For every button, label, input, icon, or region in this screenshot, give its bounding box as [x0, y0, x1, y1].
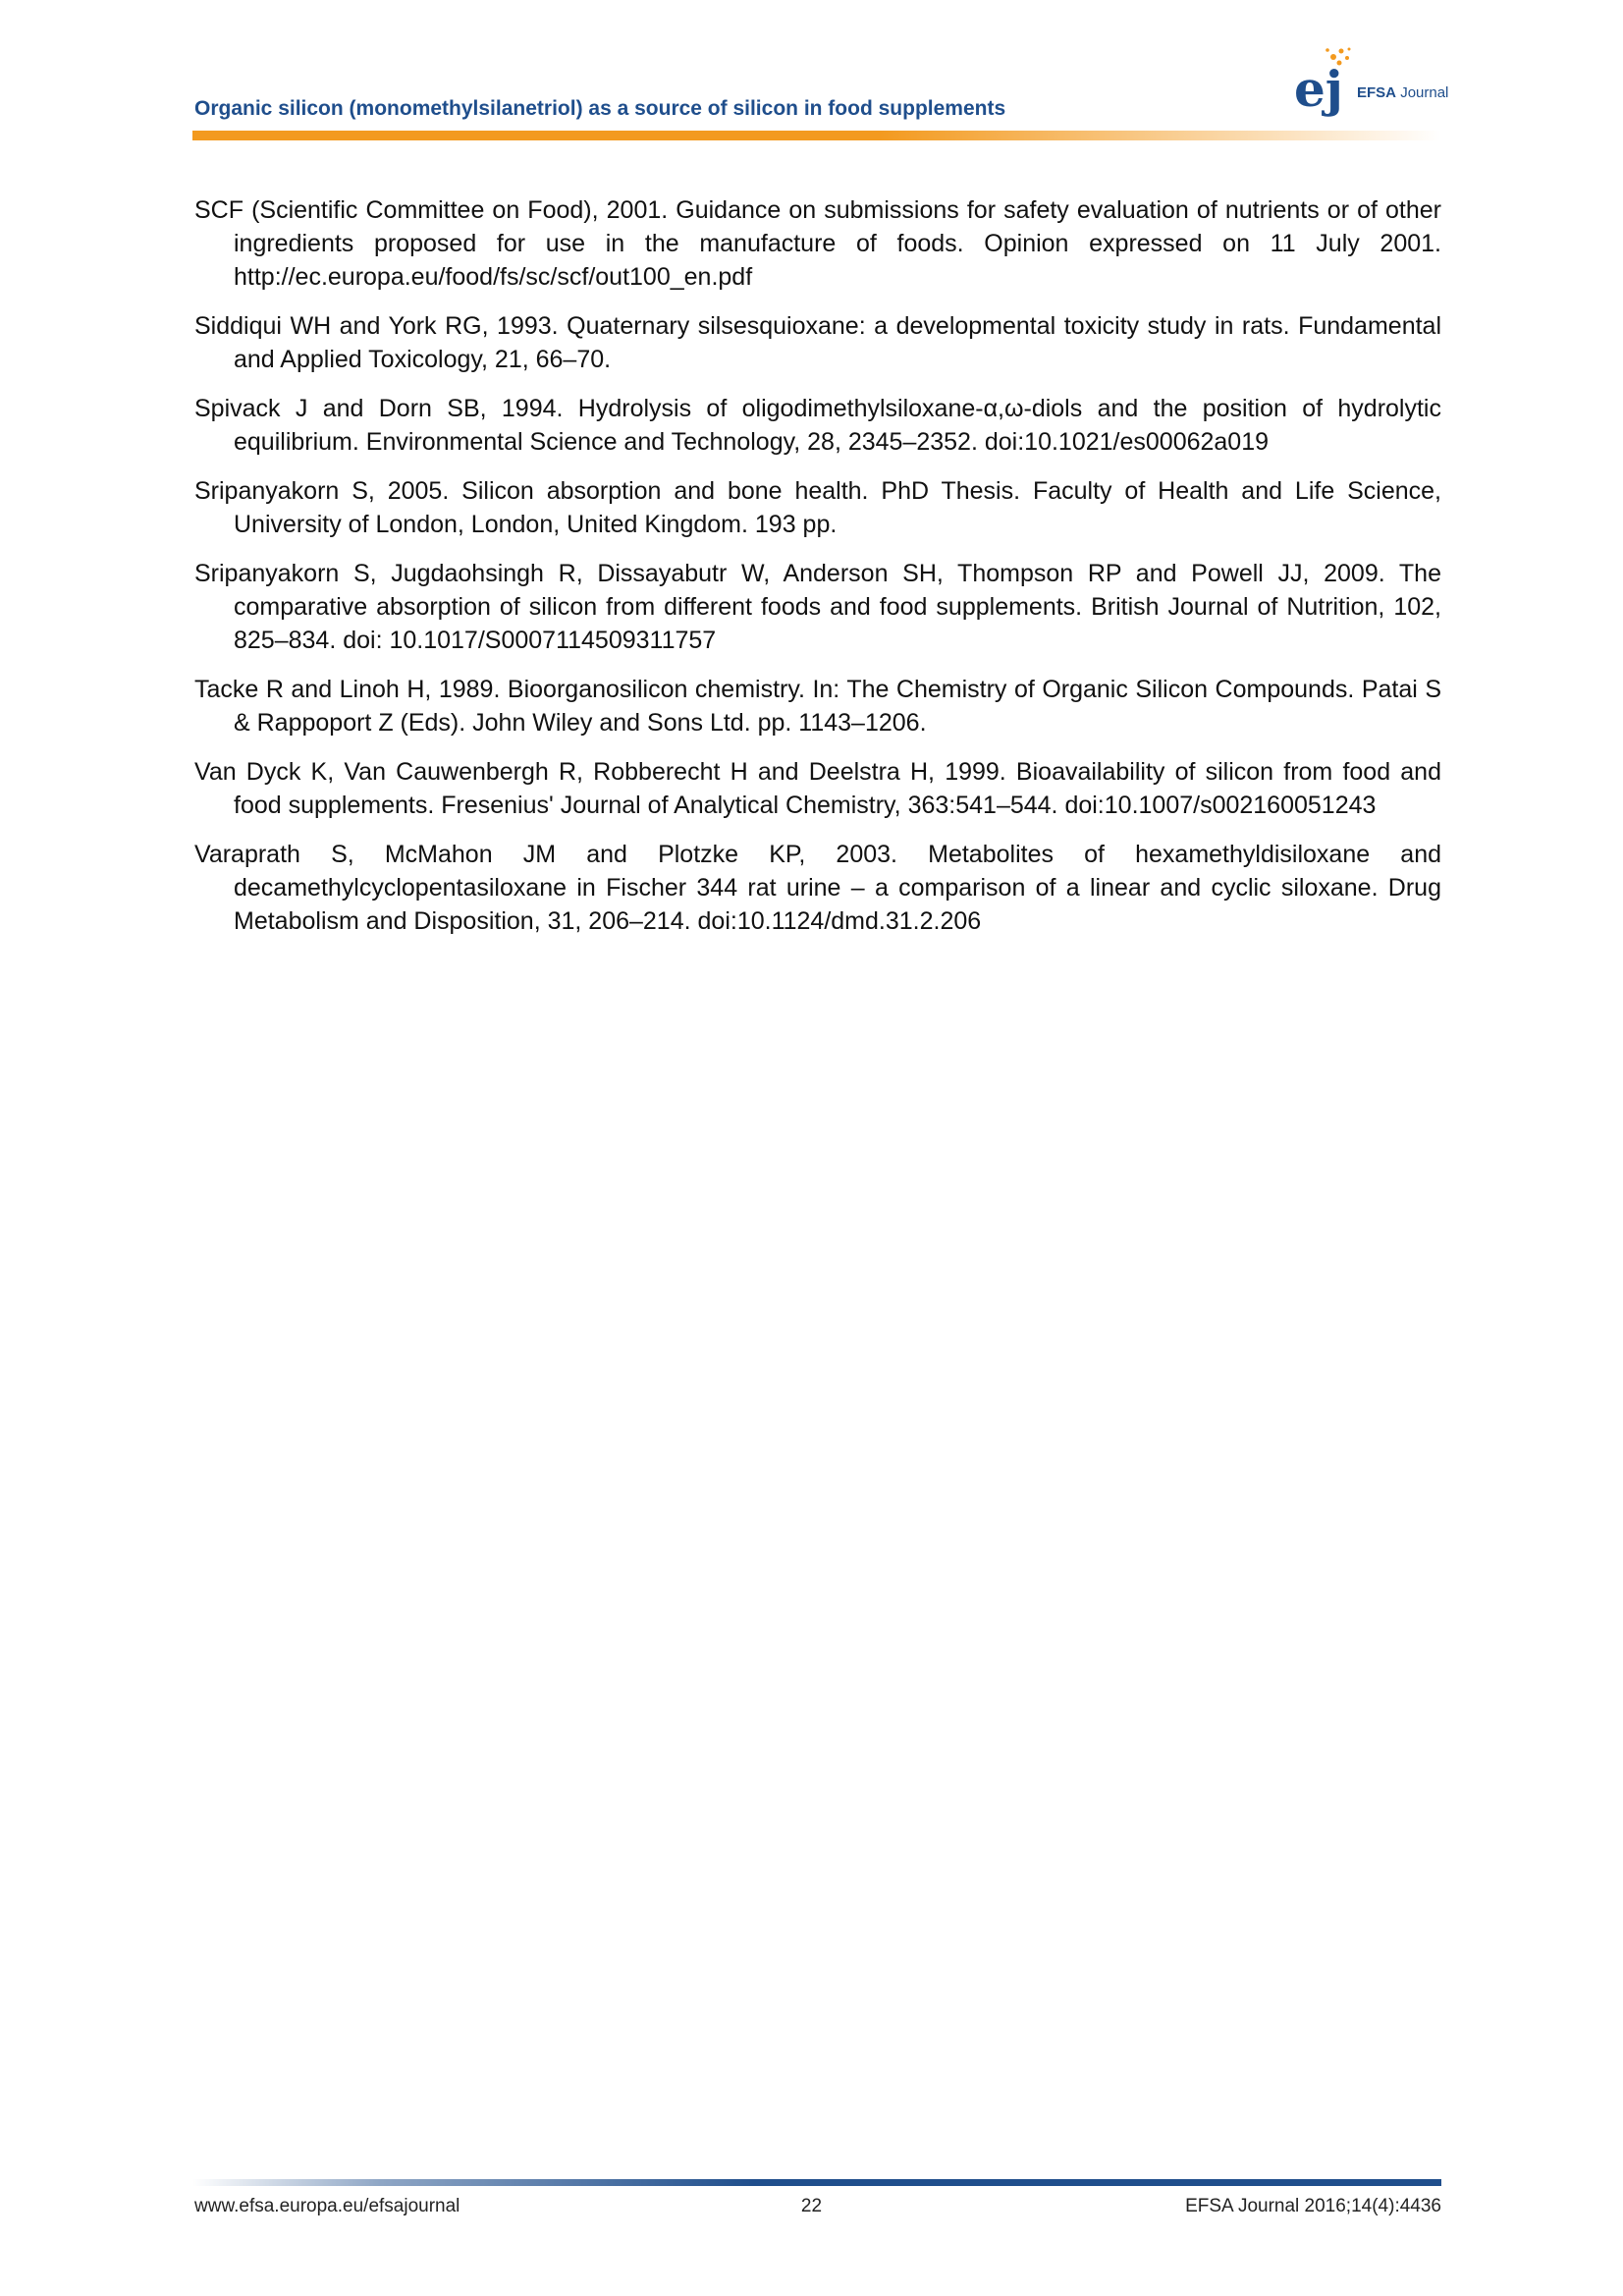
reference-item: SCF (Scientific Committee on Food), 2001. Guidance on submissions for safety evaluation of nutrients or of other ingredients proposed for use in the manufacture of foods. Opinion expressed on 11 July 2001. http://ec.europa.eu/food/fs/sc/scf/out100_en.pdf [194, 196, 1441, 291]
reference-item: Varaprath S, McMahon JM and Plotzke KP, 2003. Metabolites of hexamethyldisiloxane and decamethylcyclopentasiloxane in Fischer 344 rat urine – a comparison of a linear and cyclic siloxane. Drug Metabolism and Disposition, 31, 206–214. doi:10.1124/dmd.31.2.206 [194, 841, 1441, 935]
logo-wordmark: EFSA Journal [1357, 84, 1449, 101]
reference-item: Tacke R and Linoh H, 1989. Bioorganosilicon chemistry. In: The Chemistry of Organic Silicon Compounds. Patai S & Rappoport Z (Eds). John Wiley and Sons Ltd. pp. 1143–1206. [194, 676, 1441, 737]
journal-citation: EFSA Journal 2016;14(4):4436 [1185, 2196, 1441, 2216]
reference-list [194, 193, 1441, 954]
reference-item: Sripanyakorn S, 2005. Silicon absorption and bone health. PhD Thesis. Faculty of Health and Life Science, University of London, London, United Kingdom. 193 pp. [194, 477, 1441, 538]
ej-logo-icon [1294, 45, 1357, 126]
reference-item: Van Dyck K, Van Cauwenbergh R, Robberecht H and Deelstra H, 1999. Bioavailability of silicon from food and food supplements. Fresenius' Journal of Analytical Chemistry, 363:541–544. doi:10.1007/s002160051243 [194, 758, 1441, 819]
svg-text:ej: ej [1294, 60, 1343, 118]
footer-website-link[interactable]: www.efsa.europa.eu/efsajournal [194, 2196, 460, 2216]
efsa-journal-logo [1294, 45, 1451, 126]
header-rule [192, 131, 1441, 140]
reference-item: Sripanyakorn S, Jugdaohsingh R, Dissayabutr W, Anderson SH, Thompson RP and Powell JJ, 2009. The comparative absorption of silicon from different foods and food supplements. British Journal of Nutrition, 102, 825–834. doi: 10.1017/S0007114509311757 [194, 560, 1441, 654]
running-title: Organic silicon (monomethylsilanetriol) as a source of silicon in food supplements [194, 97, 1006, 120]
footer-rule [192, 2179, 1441, 2186]
page-number: 22 [800, 2196, 823, 2216]
reference-item: Spivack J and Dorn SB, 1994. Hydrolysis of oligodimethylsiloxane-α,ω-diols and the position of hydrolytic equilibrium. Environmental Science and Technology, 28, 2345–2352. doi:10.1021/es00062a019 [194, 395, 1441, 456]
reference-item: Siddiqui WH and York RG, 1993. Quaternary silsesquioxane: a developmental toxicity study in rats. Fundamental and Applied Toxicology, 21, 66–70. [194, 312, 1441, 373]
